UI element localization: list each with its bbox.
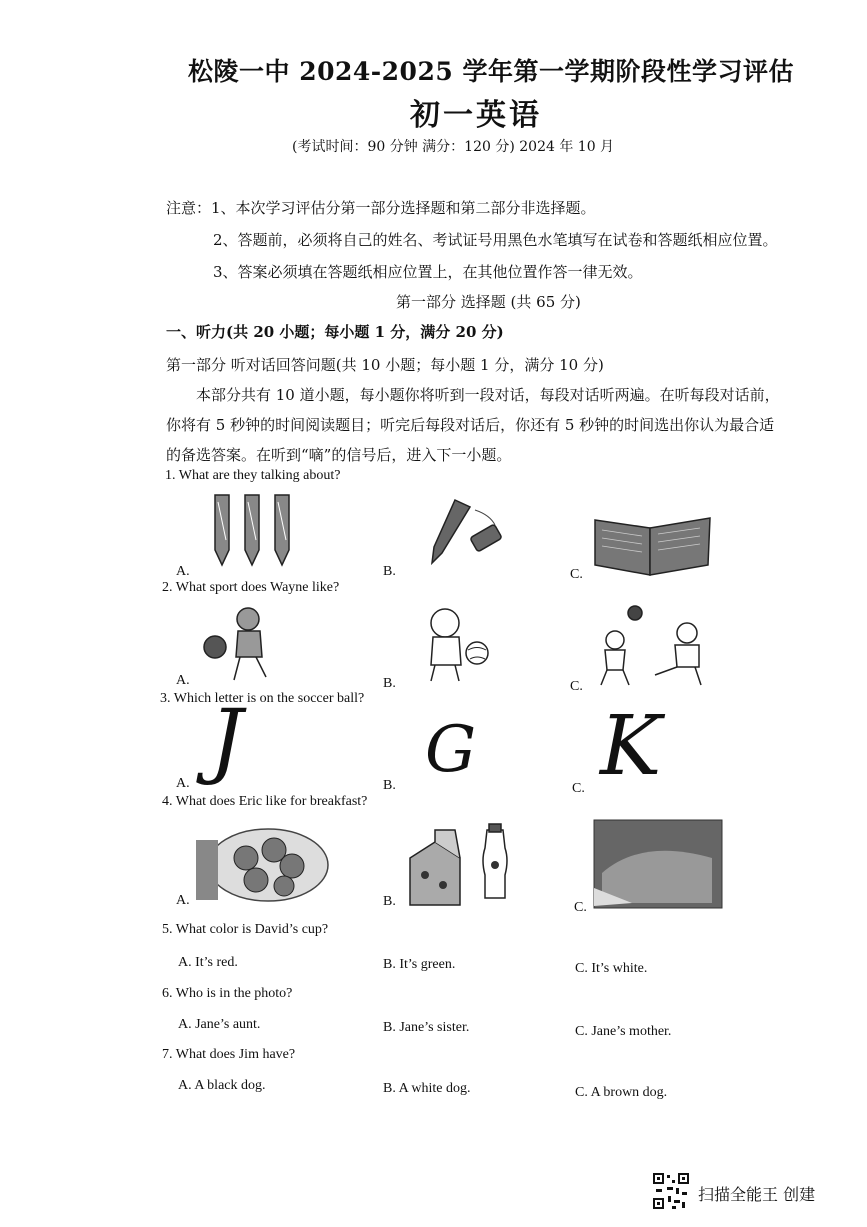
letter-k: K bbox=[600, 699, 662, 794]
q7-option-c: C. A brown dog. bbox=[575, 1085, 668, 1100]
question-6: 6. Who is in the photo? bbox=[162, 986, 293, 1001]
book-image bbox=[590, 510, 715, 580]
q3-label-c: C. bbox=[572, 781, 585, 796]
q5-option-b: B. It’s green. bbox=[383, 957, 456, 972]
q1-label-b: B. bbox=[383, 564, 396, 579]
soccer-players-image bbox=[595, 605, 720, 690]
note-2: 2、答题前，必须将自己的姓名、考试证号用黑色水笔填写在试卷和答题纸相应位置。 bbox=[213, 231, 778, 249]
instructions-line-2: 你将有 5 秒钟的时间阅读题目；听完后每段对话后，你还有 5 秒钟的时间选出你认为最合适 bbox=[166, 416, 775, 434]
pencils-image bbox=[205, 490, 305, 570]
milk-juice-image bbox=[405, 820, 525, 910]
part-one-heading: 第一部分 选择题 (共 65 分) bbox=[396, 293, 581, 311]
instructions-line-3: 的备选答案。在听到“嘀”的信号后，进入下一小题。 bbox=[166, 446, 512, 464]
section-one-heading: 第一部分 听对话回答问题(共 10 小题；每小题 1 分，满分 10 分) bbox=[166, 356, 604, 374]
q6-option-c: C. Jane’s mother. bbox=[575, 1024, 672, 1039]
question-2: 2. What sport does Wayne like? bbox=[162, 580, 340, 595]
subject-title: 初一英语 bbox=[410, 98, 542, 133]
instructions-line-1: 本部分共有 10 道小题，每小题你将听到一段对话，每段对话听两遍。在听每段对话前， bbox=[196, 386, 780, 404]
volleyball-kid-image bbox=[415, 605, 495, 685]
cookies-plate-image bbox=[196, 820, 331, 905]
q5-option-c: C. It’s white. bbox=[575, 961, 648, 976]
q7-option-a: A. A black dog. bbox=[178, 1078, 266, 1093]
pens-image bbox=[420, 495, 510, 570]
q3-label-a: A. bbox=[176, 776, 190, 791]
q6-option-b: B. Jane’s sister. bbox=[383, 1020, 470, 1035]
question-7: 7. What does Jim have? bbox=[162, 1047, 296, 1062]
q1-label-a: A. bbox=[176, 564, 190, 579]
exam-title: 松陵一中 2024-2025 学年第一学期阶段性学习评估 bbox=[188, 57, 794, 86]
footer-scanner-text: 扫描全能王 创建 bbox=[698, 1185, 816, 1204]
q4-label-c: C. bbox=[574, 900, 587, 915]
exam-info: (考试时间：90 分钟 满分：120 分) 2024 年 10 月 bbox=[292, 139, 615, 155]
q4-label-a: A. bbox=[176, 893, 190, 908]
note-3: 3、答案必须填在答题纸相应位置上，在其他位置作答一律无效。 bbox=[213, 263, 643, 281]
q3-label-b: B. bbox=[383, 778, 396, 793]
basketball-player-image bbox=[200, 605, 285, 685]
food-dish-image bbox=[592, 818, 724, 913]
question-3: 3. Which letter is on the soccer ball? bbox=[160, 691, 365, 706]
letter-g: G bbox=[425, 713, 477, 787]
q2-label-c: C. bbox=[570, 679, 583, 694]
q6-option-a: A. Jane’s aunt. bbox=[178, 1017, 261, 1032]
q2-label-b: B. bbox=[383, 676, 396, 691]
q1-label-c: C. bbox=[570, 567, 583, 582]
q4-label-b: B. bbox=[383, 894, 396, 909]
qr-code-icon bbox=[652, 1172, 690, 1210]
note-1: 注意：1、本次学习评估分第一部分选择题和第二部分非选择题。 bbox=[166, 199, 596, 217]
question-5: 5. What color is David’s cup? bbox=[162, 922, 329, 937]
question-1: 1. What are they talking about? bbox=[165, 468, 341, 483]
listening-heading: 一、听力(共 20 小题；每小题 1 分，满分 20 分) bbox=[166, 323, 504, 341]
question-4: 4. What does Eric like for breakfast? bbox=[162, 794, 368, 809]
q5-option-a: A. It’s red. bbox=[178, 955, 238, 970]
letter-j: J bbox=[210, 693, 243, 788]
q2-label-a: A. bbox=[176, 673, 190, 688]
q7-option-b: B. A white dog. bbox=[383, 1081, 471, 1096]
